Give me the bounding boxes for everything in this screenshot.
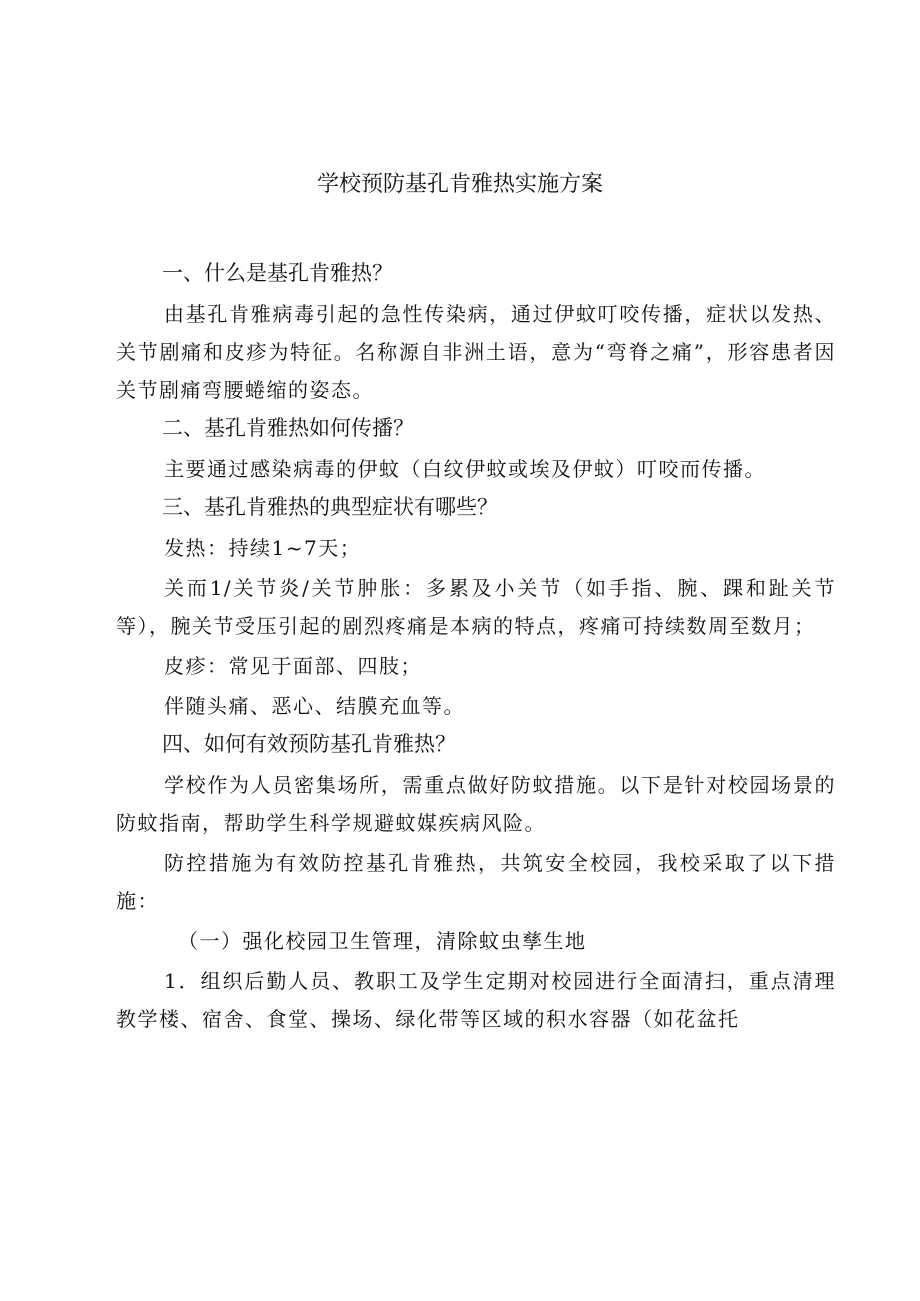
section-4-item-1: 1．组织后勤人员、教职工及学生定期对校园进行全面清扫，重点清理教学楼、宿舍、食堂、操场、绿化带等区域的积水容器（如花盆托 xyxy=(116,969,836,1031)
section-heading-1: 一、什么是基孔肯雅热？ xyxy=(162,261,393,285)
section-3-paragraph-2: 关而1/关节炎/关节肿胀：多累及小关节（如手指、腕、踝和趾关节等），腕关节受压引起的剧烈疼痛是本病的特点，疼痛可持续数周至数月； xyxy=(116,576,836,638)
section-3-paragraph-3: 皮疹：常见于面部、四肢； xyxy=(164,654,422,678)
document-body xyxy=(116,256,836,1038)
section-3-paragraph-4: 伴随头痛、恶心、结膜充血等。 xyxy=(164,694,465,718)
section-heading-3: 三、基孔肯雅热的典型症状有哪些？ xyxy=(162,495,498,519)
section-heading-2: 二、基孔肯雅热如何传播？ xyxy=(162,416,414,440)
section-4-paragraph-2: 防控措施为有效防控基孔肯雅热，共筑安全校园，我校采取了以下措施： xyxy=(116,851,836,913)
section-4-subheading: （一）强化校园卫生管理，清除蚊虫孳生地 xyxy=(178,929,587,953)
section-2-paragraph-1: 主要通过感染病毒的伊蚊（白纹伊蚊或埃及伊蚊）叮咬而传播。 xyxy=(164,457,766,481)
document-title: 学校预防基孔肯雅热实施方案 xyxy=(316,172,603,197)
section-1-paragraph-1: 由基孔肯雅病毒引起的急性传染病，通过伊蚊叮咬传播，症状以发热、关节剧痛和皮疹为特征。名称源自非洲土语，意为“弯脊之痛”，形容患者因关节剧痛弯腰蜷缩的姿态。 xyxy=(116,302,836,402)
section-heading-4: 四、如何有效预防基孔肯雅热？ xyxy=(162,732,456,756)
section-3-paragraph-1: 发热：持续1~7天； xyxy=(164,536,362,560)
section-4-paragraph-1: 学校作为人员密集场所，需重点做好防蚊措施。以下是针对校园场景的防蚊指南，帮助学生科学规避蚊媒疾病风险。 xyxy=(116,773,836,835)
